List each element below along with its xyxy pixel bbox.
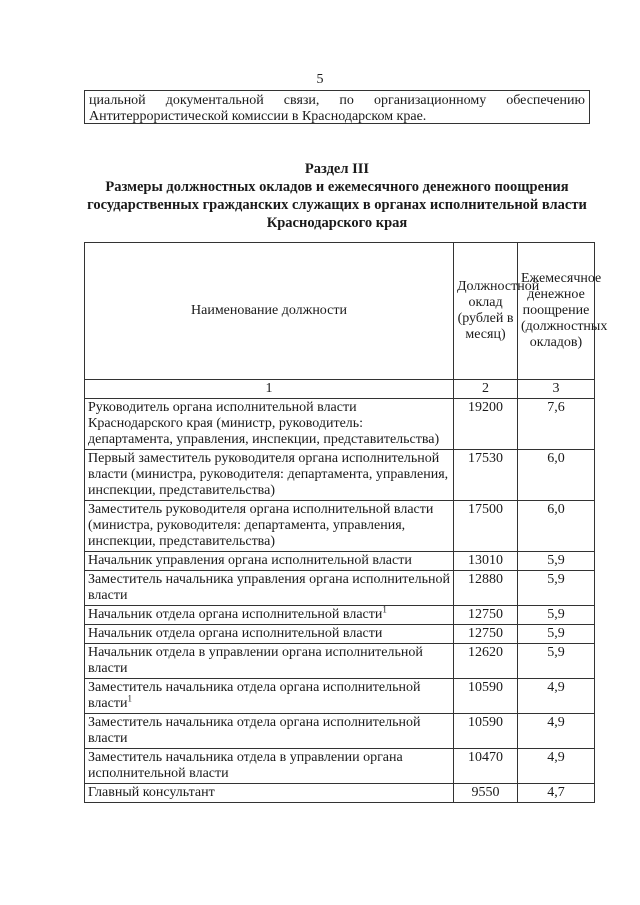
column-number: 2 bbox=[454, 380, 518, 399]
table-body bbox=[85, 399, 595, 803]
position-name-cell bbox=[85, 644, 454, 679]
position-name: Начальник отдела в управлении органа исполнительной власти bbox=[88, 645, 423, 676]
bonus-cell: 5,9 bbox=[518, 606, 595, 625]
bonus-cell: 4,9 bbox=[518, 749, 595, 784]
section-subtitle: Размеры должностных окладов и ежемесячного денежного поощрения государственных гражданских служащих в органах исполнительной власти Краснодарского края bbox=[87, 179, 587, 231]
salary-cell: 10590 bbox=[454, 714, 518, 749]
position-name: Заместитель руководителя органа исполнительной власти (министра, руководителя: департамента, управления, инспекции, представительства) bbox=[88, 502, 434, 549]
salary-cell: 12750 bbox=[454, 625, 518, 644]
bonus-cell: 6,0 bbox=[518, 501, 595, 552]
position-name: Начальник управления органа исполнительной власти bbox=[88, 553, 412, 568]
position-name-cell bbox=[85, 714, 454, 749]
footnote-marker: 1 bbox=[127, 693, 132, 704]
table-row bbox=[85, 606, 595, 625]
column-number: 3 bbox=[518, 380, 595, 399]
table-row bbox=[85, 625, 595, 644]
table-row bbox=[85, 749, 595, 784]
bonus-cell: 4,9 bbox=[518, 714, 595, 749]
position-name-cell bbox=[85, 606, 454, 625]
position-name: Заместитель начальника отдела в управлении органа исполнительной власти bbox=[88, 750, 403, 781]
table-row bbox=[85, 784, 595, 803]
table-row bbox=[85, 450, 595, 501]
salary-table bbox=[84, 242, 608, 803]
bonus-cell: 6,0 bbox=[518, 450, 595, 501]
table-header-row bbox=[85, 243, 595, 380]
table-row bbox=[85, 714, 595, 749]
position-name: Первый заместитель руководителя органа исполнительной власти (министра, руководителя: департамента, управления, инспекции, представительства) bbox=[88, 451, 449, 498]
continuation-text-box bbox=[84, 90, 590, 124]
salary-cell: 13010 bbox=[454, 552, 518, 571]
table-row bbox=[85, 501, 595, 552]
position-name: Начальник отдела органа исполнительной власти bbox=[88, 607, 383, 622]
continuation-text: циальной документальной связи, по организационному обеспечению Антитеррористической комиссии в Краснодарском крае. bbox=[89, 93, 585, 124]
position-name-cell bbox=[85, 399, 454, 450]
position-name-cell bbox=[85, 501, 454, 552]
salary-cell: 10470 bbox=[454, 749, 518, 784]
position-name: Заместитель начальника отдела органа исполнительной власти bbox=[88, 715, 421, 746]
table-row bbox=[85, 679, 595, 714]
bonus-cell: 5,9 bbox=[518, 625, 595, 644]
footnote-marker: 1 bbox=[382, 604, 387, 615]
bonus-cell: 4,7 bbox=[518, 784, 595, 803]
header-salary: Должностной оклад (рублей в месяц) bbox=[454, 243, 518, 380]
salary-cell: 9550 bbox=[454, 784, 518, 803]
bonus-cell: 4,9 bbox=[518, 679, 595, 714]
page-number: 5 bbox=[316, 72, 324, 87]
position-name-cell bbox=[85, 450, 454, 501]
header-position-name: Наименование должности bbox=[85, 243, 454, 380]
salary-cell: 17500 bbox=[454, 501, 518, 552]
table-row bbox=[85, 399, 595, 450]
salary-cell: 17530 bbox=[454, 450, 518, 501]
position-name-cell bbox=[85, 784, 454, 803]
position-name: Заместитель начальника отдела органа исполнительной власти bbox=[88, 680, 421, 711]
bonus-cell: 5,9 bbox=[518, 644, 595, 679]
section-title: Раздел III bbox=[304, 161, 370, 177]
position-name: Заместитель начальника управления органа исполнительной власти bbox=[88, 572, 450, 603]
position-name: Руководитель органа исполнительной власти Краснодарского края (министр, руководитель: департамента, управления, инспекции, представительства) bbox=[88, 400, 440, 447]
salary-cell: 12620 bbox=[454, 644, 518, 679]
salary-cell: 10590 bbox=[454, 679, 518, 714]
bonus-cell: 7,6 bbox=[518, 399, 595, 450]
position-name-cell bbox=[85, 625, 454, 644]
bonus-cell: 5,9 bbox=[518, 571, 595, 606]
header-bonus: Ежемесячное денежное поощрение (должностных окладов) bbox=[518, 243, 595, 380]
salary-cell: 12880 bbox=[454, 571, 518, 606]
table-row bbox=[85, 644, 595, 679]
position-name-cell bbox=[85, 552, 454, 571]
column-number: 1 bbox=[85, 380, 454, 399]
position-name: Главный консультант bbox=[88, 785, 215, 800]
position-name-cell bbox=[85, 679, 454, 714]
table-row bbox=[85, 552, 595, 571]
salary-cell: 12750 bbox=[454, 606, 518, 625]
position-name-cell bbox=[85, 571, 454, 606]
position-name-cell bbox=[85, 749, 454, 784]
column-number-row bbox=[85, 380, 595, 399]
bonus-cell: 5,9 bbox=[518, 552, 595, 571]
table-row bbox=[85, 571, 595, 606]
position-name: Начальник отдела органа исполнительной власти bbox=[88, 626, 383, 641]
salary-cell: 19200 bbox=[454, 399, 518, 450]
